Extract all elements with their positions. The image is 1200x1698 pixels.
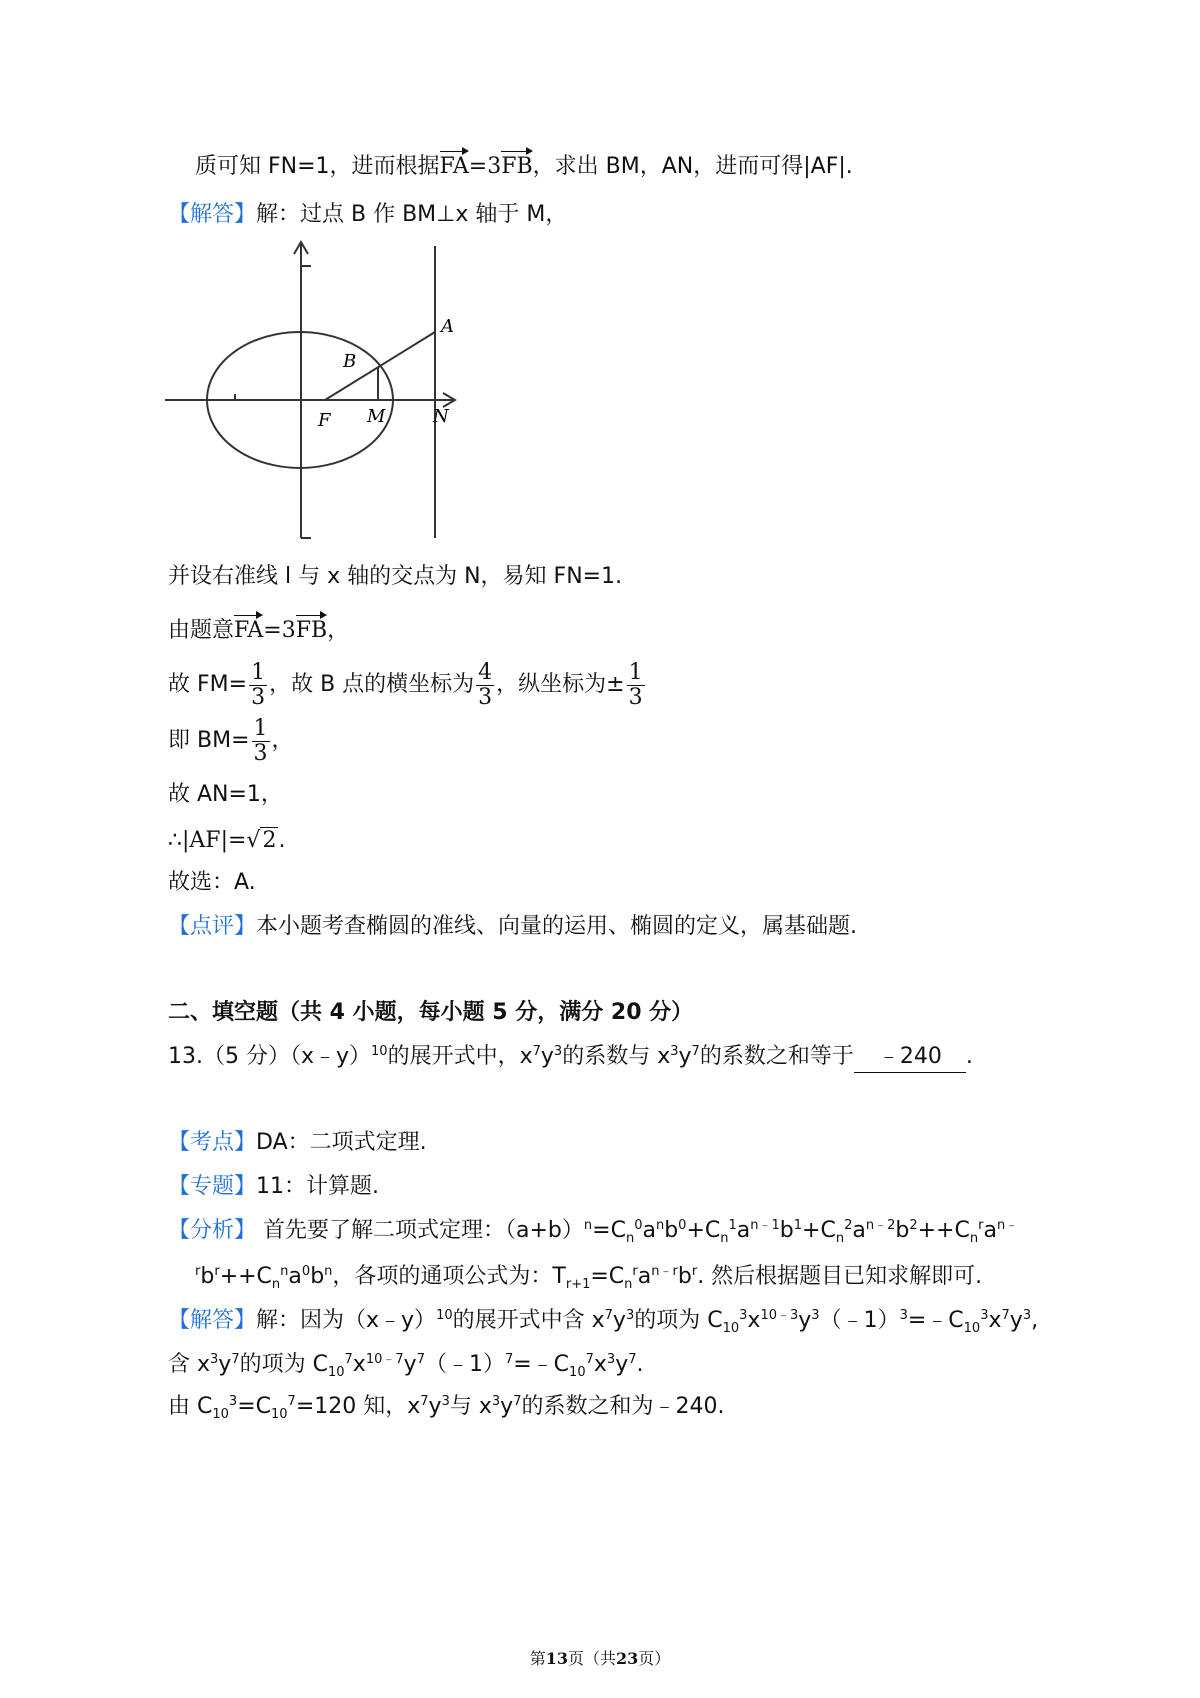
text-line: 并设右准线 l 与 x 轴的交点为 N，易知 FN=1. (168, 564, 623, 589)
question-13: 13.（5 分）（x﹣y）$^{10}$的展开式中，$x^7y^3$的系数与 $x^3y^7$的系数之和等于 ﹣240 . (168, 1042, 973, 1073)
ellipse-figure (165, 236, 475, 546)
topic-line: 【专题】11：计算题. (168, 1174, 380, 1199)
text-line: 故选：A. (168, 870, 256, 895)
text-line: 故 AN=1， (168, 782, 283, 807)
keypoint-line: 【考点】DA：二项式定理. (168, 1130, 427, 1155)
text-line: ∴|AF|=√2. (168, 828, 286, 853)
text-line: 由题意FA=3FB， (168, 614, 349, 646)
label-f: F (318, 410, 331, 431)
square-root: √2 (246, 828, 277, 853)
topic-tag: 【专题】 (168, 1174, 257, 1199)
label-m: M (367, 406, 386, 427)
solution13-line: 【解答】解：因为（x﹣y）$^{10}$的展开式中含 $x^7y^3$的项为 $C_{10}^3x^{10﹣3}y^3(﹣1)^3=﹣C_{10}^3x^7y^3$, (168, 1308, 1039, 1336)
solution-tag: 【解答】 (168, 202, 257, 227)
fraction: $\frac{1}{3}$ (253, 715, 268, 766)
fraction: $\frac{1}{3}$ (251, 659, 266, 710)
fraction: $\frac{1}{3}$ (628, 659, 643, 710)
vector-fb: FB (296, 614, 327, 646)
text-line: 故 FM= $\frac{1}{3}$ ，故 B 点的横坐标为 $\frac{4}{3}$ ，纵坐标为± $\frac{1}{3}$ (168, 659, 643, 710)
answer-blank: ﹣240 (854, 1042, 966, 1073)
section-heading: 二、填空题（共 4 小题，每小题 5 分，满分 20 分） (168, 1000, 694, 1025)
label-n: N (433, 406, 449, 427)
vector-fb: FB (501, 150, 532, 182)
page-footer: 第13页（共23页） (529, 1649, 671, 1668)
label-b: B (343, 351, 357, 372)
solution13-line: 含 $x^3y^7$的项为 $C_{10}^7x^{10﹣7}y^7(﹣1)^7=﹣C_{10}^7x^3y^7$. (168, 1352, 644, 1380)
analysis-line-cont: $^rb^r++C_n^na^0b^n$，各项的通项公式为：$T_{r+1}=C_n^ra^{n﹣r}b^r$. 然后根据题目已知求解即可. (195, 1264, 983, 1292)
text-line: 质可知 FN=1，进而根据FA=3FB，求出 BM，AN，进而可得|AF|. (195, 150, 853, 182)
vector-fa: FA (234, 614, 263, 646)
ellipse-diagram (165, 236, 475, 546)
label-a: A (441, 316, 454, 337)
fraction: $\frac{4}{3}$ (478, 659, 493, 710)
vector-fa: FA (440, 150, 469, 182)
analysis-tag: 【分析】 (168, 1218, 257, 1243)
solution13-line: 由 $C_{10}^3=C_{10}^7=120$ 知，$x^7y^3$与 $x^3y^7$的系数之和为﹣240. (168, 1394, 725, 1422)
comment-tag: 【点评】 (168, 914, 257, 939)
total-pages: 23 (616, 1649, 639, 1668)
solution-tag: 【解答】 (168, 1308, 257, 1333)
comment-line: 【点评】本小题考查椭圆的准线、向量的运用、椭圆的定义，属基础题. (168, 914, 858, 939)
text-line: 即 BM= $\frac{1}{3}$ ， (168, 715, 294, 766)
analysis-line: 【分析】 首先要了解二项式定理：$(a+b)^n=C_n^0a^nb^0+C_n^1a^{n﹣1}b^1+C_n^2a^{n﹣2}b^2++C_n^ra^{n﹣}$ (168, 1218, 1019, 1246)
keypoint-tag: 【考点】 (168, 1130, 257, 1155)
page-number: 13 (545, 1649, 568, 1668)
solution-line: 【解答】解：过点 B 作 BM⊥x 轴于 M， (168, 202, 568, 227)
